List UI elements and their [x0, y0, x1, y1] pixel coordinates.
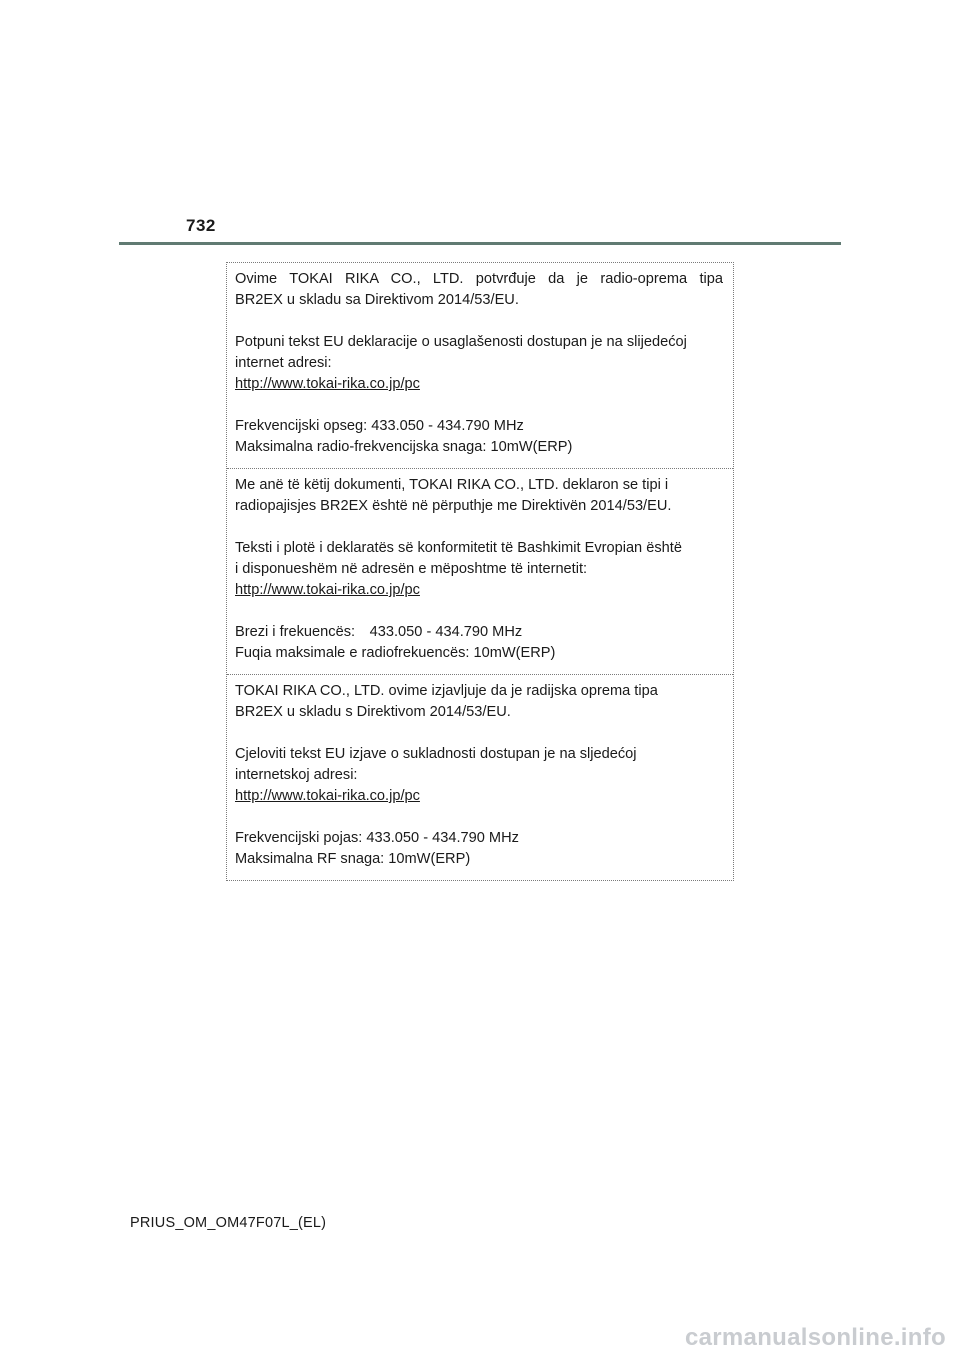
- frequency-band: Frekvencijski pojas: 433.050 - 434.790 MHz: [235, 830, 519, 846]
- full-text-notice: [235, 332, 723, 395]
- declaration-cell-albanian: [227, 468, 733, 674]
- declaration-url-link[interactable]: http://www.tokai-rika.co.jp/pc: [235, 582, 420, 598]
- declaration-cell-montenegrin: [227, 263, 733, 468]
- document-code: PRIUS_OM_OM47F07L_(EL): [130, 1215, 327, 1231]
- statement-line-2: BR2EX u skladu s Direktivom 2014/53/EU.: [235, 704, 511, 720]
- statement-line-1: Me anë të këtij dokumenti, TOKAI RIKA CO., LTD. deklaron se tipi i: [235, 477, 669, 493]
- radio-specs: [235, 622, 723, 664]
- statement-line-2: BR2EX u skladu sa Direktivom 2014/53/EU.: [235, 292, 519, 308]
- notice-line-1: Teksti i plotë i deklaratës së konformitetit të Bashkimit Evropian është: [235, 540, 682, 556]
- max-power: Maksimalna radio-frekvencijska snaga: 10mW(ERP): [235, 439, 573, 455]
- notice-line-2: internetskoj adresi:: [235, 767, 358, 783]
- watermark: carmanualsonline.info: [684, 1324, 946, 1351]
- notice-line-1: Potpuni tekst EU deklaracije o usaglašenosti dostupan je na slijedećoj: [235, 334, 687, 350]
- declaration-url-link[interactable]: http://www.tokai-rika.co.jp/pc: [235, 376, 420, 392]
- notice-line-2: internet adresi:: [235, 355, 332, 371]
- declaration-url-link[interactable]: http://www.tokai-rika.co.jp/pc: [235, 788, 420, 804]
- radio-specs: [235, 416, 723, 458]
- notice-line-1: Cjeloviti tekst EU izjave o sukladnosti dostupan je na sljedećoj: [235, 746, 637, 762]
- statement-line-2: radiopajisjes BR2EX është në përputhje me Direktivën 2014/53/EU.: [235, 498, 672, 514]
- full-text-notice: [235, 538, 723, 601]
- frequency-band: Frekvencijski opseg: 433.050 - 434.790 MHz: [235, 418, 524, 434]
- page-number: 732: [186, 216, 216, 235]
- statement-line-1: Ovime TOKAI RIKA CO., LTD. potvrđuje da je radio-oprema tipa: [235, 271, 723, 287]
- conformity-statement: [235, 475, 723, 517]
- frequency-band: Brezi i frekuencës: 433.050 - 434.790 MHz: [235, 624, 523, 640]
- max-power: Maksimalna RF snaga: 10mW(ERP): [235, 851, 471, 867]
- statement-line-1: TOKAI RIKA CO., LTD. ovime izjavljuje da je radijska oprema tipa: [235, 683, 658, 699]
- notice-line-2: i disponueshëm në adresën e mëposhtme të internetit:: [235, 561, 588, 577]
- full-text-notice: [235, 744, 723, 807]
- declaration-cell-croatian: [227, 674, 733, 880]
- max-power: Fuqia maksimale e radiofrekuencës: 10mW(ERP): [235, 645, 556, 661]
- conformity-statement: [235, 681, 723, 723]
- conformity-statement: [235, 269, 723, 311]
- radio-specs: [235, 828, 723, 870]
- declaration-table: [226, 262, 734, 881]
- header-rule: [119, 242, 841, 245]
